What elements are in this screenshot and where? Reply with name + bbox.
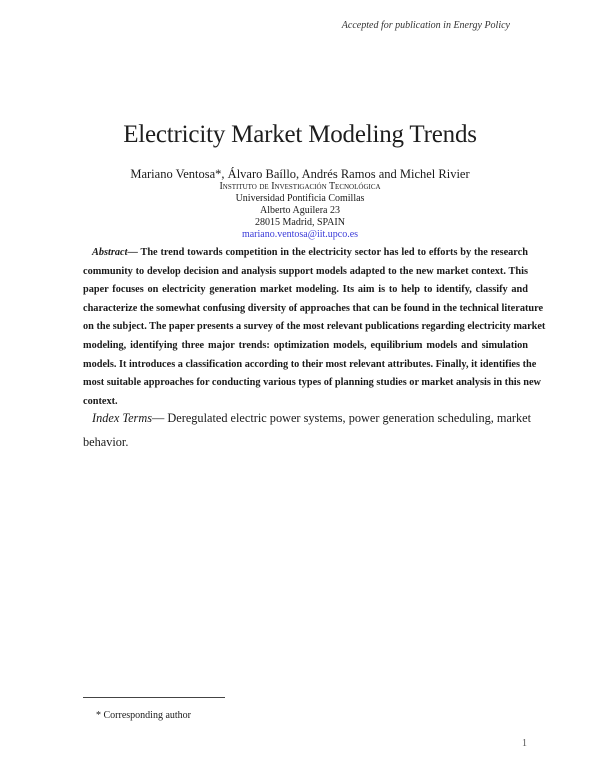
abstract-line: community to develop decision and analysis support models adapted to the new market context. This bbox=[83, 265, 528, 277]
page-number: 1 bbox=[522, 738, 527, 749]
author-list: Mariano Ventosa*, Álvaro Baíllo, Andrés Ramos and Michel Rivier bbox=[130, 167, 470, 181]
affiliation-address: Alberto Aguilera 23 bbox=[260, 205, 340, 216]
abstract-line: models. It introduces a classification according to their most relevant attributes. Finally, it identifies the bbox=[83, 358, 537, 370]
abstract-line: modeling, identifying three major trends: optimization models, equilibrium models and simulation bbox=[83, 339, 528, 351]
abstract-line: context. bbox=[83, 395, 118, 407]
affiliation-city: 28015 Madrid, SPAIN bbox=[255, 217, 345, 228]
index-terms-line bbox=[83, 406, 532, 430]
abstract-dash: — bbox=[127, 247, 141, 258]
author-email-link[interactable]: mariano.ventosa@iit.upco.es bbox=[241, 229, 359, 240]
index-terms-line: behavior. bbox=[83, 435, 129, 449]
running-head: Accepted for publication in Energy Policy bbox=[341, 20, 510, 31]
abstract-text: The trend towards competition in the electricity sector has led to efforts by the research bbox=[140, 247, 528, 258]
affiliation-institute: Instituto de Investigación Tecnológica bbox=[219, 181, 381, 192]
abstract-line: most suitable approaches for conducting various types of planning studies or market analysis in this new bbox=[83, 377, 541, 389]
footnote-divider bbox=[83, 697, 225, 698]
abstract-line: characterize the somewhat confusing diversity of approaches that can be found in the technical literature bbox=[83, 302, 544, 314]
abstract bbox=[83, 244, 546, 411]
footnote: * Corresponding author bbox=[96, 710, 191, 721]
abstract-label: Abstract bbox=[92, 247, 128, 258]
affiliation-university: Universidad Pontificia Comillas bbox=[235, 193, 365, 204]
index-terms-dash: — bbox=[152, 411, 168, 425]
abstract-line: paper focuses on electricity generation market modeling. Its aim is to help to identify, classify and bbox=[83, 284, 528, 296]
paper-title: Electricity Market Modeling Trends bbox=[123, 121, 477, 148]
index-terms-label: Index Terms bbox=[92, 411, 153, 425]
abstract-line: on the subject. The paper presents a survey of the most relevant publications regarding electricity market bbox=[83, 321, 546, 333]
index-terms bbox=[83, 406, 532, 454]
abstract-line bbox=[83, 244, 528, 263]
index-terms-text: Deregulated electric power systems, power generation scheduling, market bbox=[167, 411, 532, 425]
